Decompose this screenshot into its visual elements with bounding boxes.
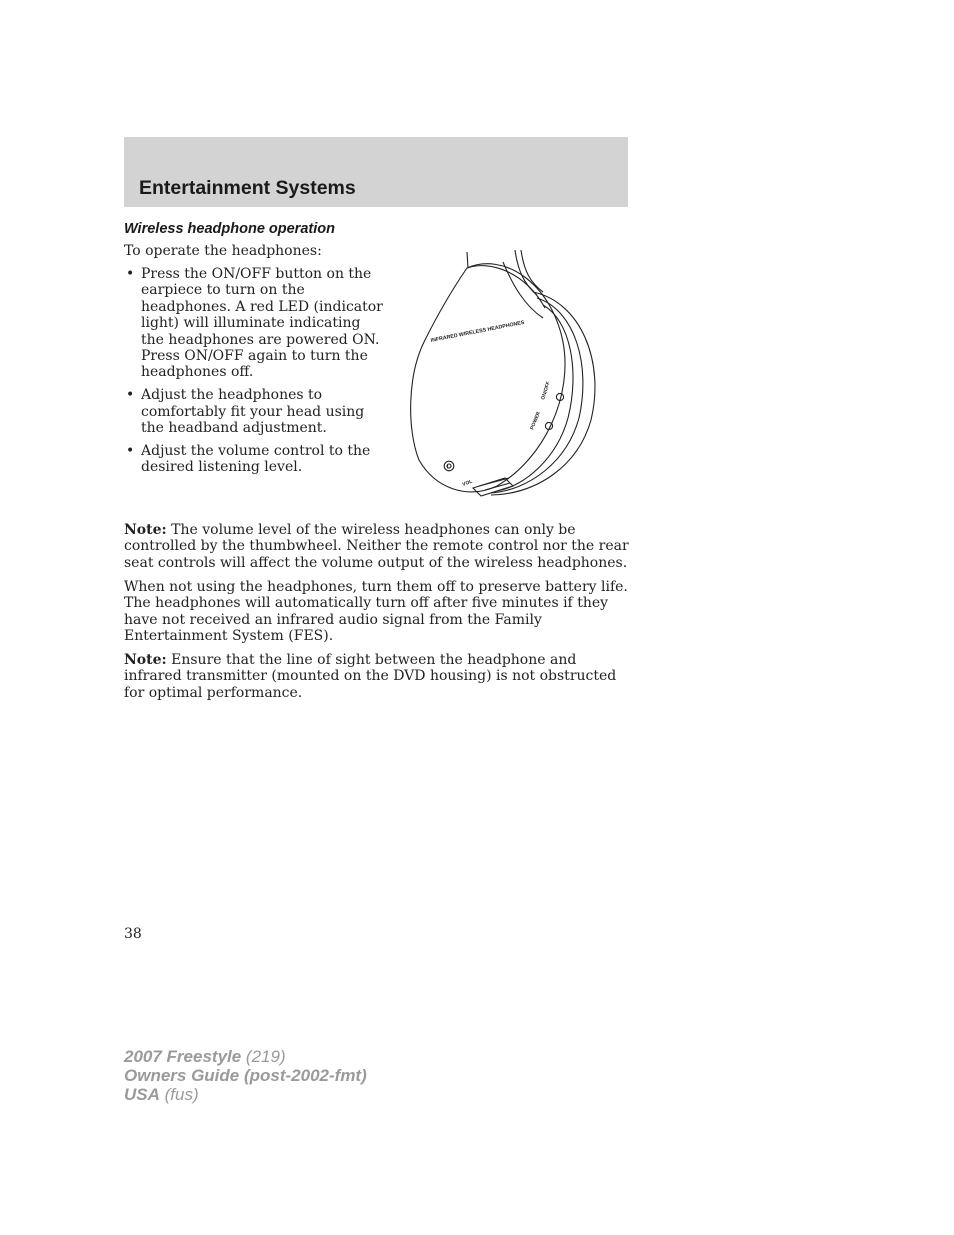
volume-label: VOL xyxy=(461,478,474,488)
battery-paragraph: When not using the headphones, turn them off to preserve battery life. The headphones will automatically turn off after five minutes if they have not received an infrared audio signal from the Family Entertainment System (FES). xyxy=(124,579,628,645)
list-item-text: Adjust the headphones to comfortably fit your head using the headband adjustment. xyxy=(141,387,365,437)
footer-guide: Owners Guide (post-2002-fmt) xyxy=(124,1066,367,1085)
bullet-marker: • xyxy=(126,266,135,282)
note-text: Ensure that the line of sight between the headphone and infrared transmitter (mounted on the DVD housing) is not obstructed for optimal performance. xyxy=(124,652,617,701)
list-item xyxy=(124,443,384,476)
list-item-text: Press the ON/OFF button on the earpiece to turn on the headphones. A red LED (indicator light) will illuminate indicating the headphones are powered ON. Press ON/OFF again to turn the headphones off. xyxy=(141,266,383,381)
footer-line-market xyxy=(124,1085,367,1104)
footer-model-code: (219) xyxy=(241,1047,286,1066)
footer-model: 2007 Freestyle xyxy=(124,1047,242,1066)
power-label: POWER xyxy=(529,410,542,431)
note-paragraph-2 xyxy=(124,652,630,701)
bullet-marker: • xyxy=(126,443,135,460)
bullet-marker: • xyxy=(126,387,135,404)
side-label: L xyxy=(447,464,451,471)
list-item-text: Adjust the volume control to the desired listening level. xyxy=(141,443,371,476)
headphone-earpiece-drawing xyxy=(405,250,605,500)
onoff-label: ON/OFF xyxy=(540,380,552,401)
subheading: Wireless headphone operation xyxy=(124,221,335,237)
footer-market: USA xyxy=(124,1085,160,1104)
list-item xyxy=(124,387,384,436)
section-header-band xyxy=(124,137,628,207)
list-item xyxy=(124,266,384,381)
footer-line-guide xyxy=(124,1066,367,1085)
page-number: 38 xyxy=(124,926,142,942)
footer-line-model xyxy=(124,1047,367,1066)
intro-text: To operate the headphones: xyxy=(124,243,322,259)
instruction-list xyxy=(124,266,384,482)
document-footer xyxy=(124,1047,367,1104)
note-paragraph-1 xyxy=(124,522,630,571)
footer-market-code: (fus) xyxy=(159,1085,199,1104)
note-label: Note: xyxy=(124,652,167,668)
headphone-illustration xyxy=(405,250,605,500)
note-label: Note: xyxy=(124,522,167,538)
note-text: The volume level of the wireless headphones can only be controlled by the thumbwheel. Neither the remote control nor the rear seat controls will affect the volume output of the wireless headphones. xyxy=(124,522,629,571)
brand-label: INFRARED WIRELESS HEADPHONES xyxy=(430,319,525,344)
section-title: Entertainment Systems xyxy=(139,177,356,199)
